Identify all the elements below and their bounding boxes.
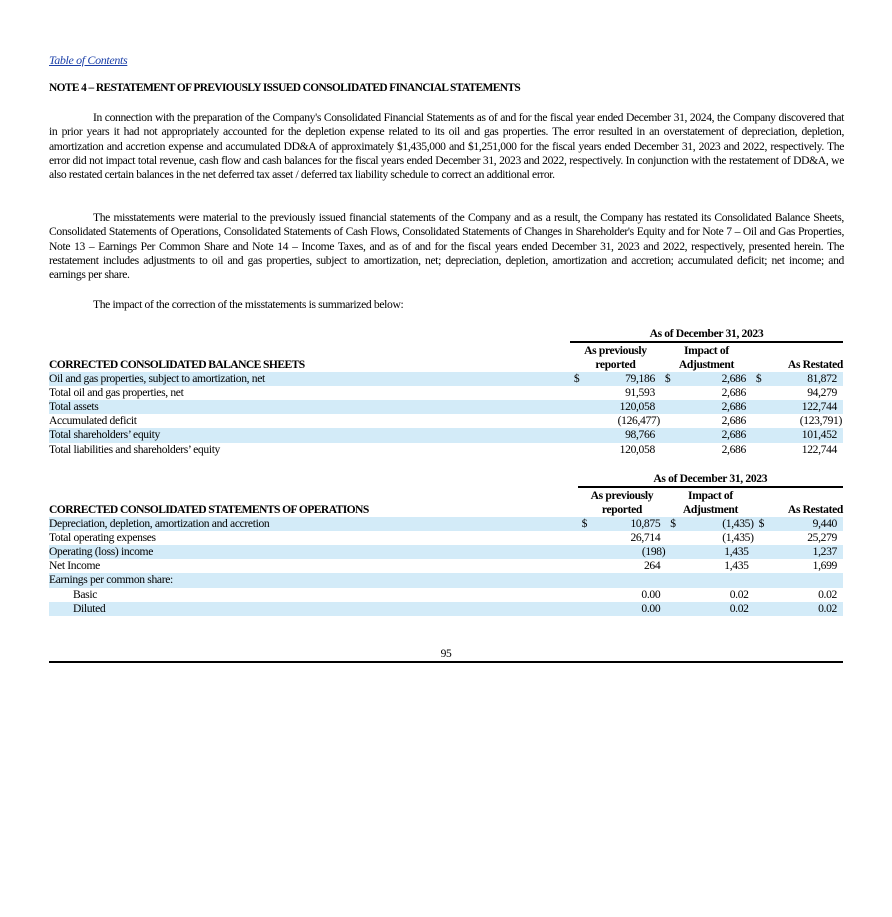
dollar-sign: $ [570,372,596,386]
table-row [49,372,843,386]
prev-value: 79,186 [596,372,661,386]
operations-table [49,472,843,616]
prev-value: 120,058 [596,400,661,414]
prev-value: 264 [643,559,661,573]
restated-value: 0.02 [780,602,843,616]
dollar-sign [666,559,691,573]
row-label: Depreciation, depletion, amortization and accretion [49,517,578,531]
balance-sheet-table [49,327,843,457]
adjustment-value: 2,686 [687,400,752,414]
column-header-row: CORRECTED CONSOLIDATED BALANCE SHEETS reported Adjustment As Restated [49,357,843,371]
row-label: Net Income [49,559,100,573]
dollar-sign [666,573,691,587]
restated-value: 81,872 [778,372,843,386]
table-title: CORRECTED CONSOLIDATED BALANCE SHEETS [49,357,305,371]
dollar-sign [666,602,691,616]
col-restated-header: As Restated [787,357,843,371]
col-adj-header: Impact of [688,488,733,502]
row-label: Total liabilities and shareholders’ equity [49,442,221,456]
dollar-sign [578,559,604,573]
period-header-row [49,327,843,342]
row-label: Total oil and gas properties, net [49,385,184,399]
page-number: 95 [440,648,452,660]
restated-value: (123,791) [799,414,842,428]
dollar-sign [666,531,691,545]
dollar-sign [570,443,596,457]
paragraph-2: The misstatements were material to the previously issued financial statements of the Company and as a result, the Company has restated its Consolidated Balance Sheets, Consolidated Statements of Operations, Consolidated Statements of Cash Flows, Consolidated Statements of Changes in Shareholder's Equity and for Note 7 – Oil and Gas Properties, Note 13 – Earnings Per Common Share and Note 14 – Income Taxes, and as of and for the fiscal years ended December 31, 2023 and 2022, respectively, presented herein. The restatement includes adjustments to oil and gas properties, subject to amortization, net; depreciation, depletion, amortization and accretion; accumulated deficit; net income; and earnings per share. [49,211,844,282]
table-row [49,545,843,559]
table-row [49,517,843,531]
prev-value: 26,714 [630,530,661,544]
prev-value: (198) [603,545,666,559]
row-label: Operating (loss) income [49,545,578,559]
restated-value: 122,744 [801,442,837,456]
row-label: Total operating expenses [49,530,156,544]
restated-value: 1,699 [812,559,837,573]
row-label: Total shareholders’ equity [49,428,570,442]
period-header-row [49,472,843,487]
dollar-sign: $ [578,517,604,531]
dollar-sign [570,400,596,414]
prev-value [603,573,666,587]
dollar-sign: $ [661,372,687,386]
dollar-sign [578,588,604,602]
table-row [49,588,843,602]
prev-value: 91,593 [625,385,655,399]
intro-text: The impact of the correction of the misstatements is summarized below: [93,298,404,311]
dollar-sign [661,414,687,428]
restated-value: 101,452 [778,428,843,442]
dollar-sign [570,414,596,428]
col-prev-header: As previously [590,488,654,502]
dollar-sign [578,531,604,545]
dollar-sign [755,602,780,616]
footer-rule [49,661,843,663]
dollar-sign [752,386,778,400]
adjustment-value: 2,686 [721,385,746,399]
restated-value: 9,440 [780,517,843,531]
row-label: Earnings per common share: [49,573,578,587]
period-header: As of December 31, 2023 [578,472,843,487]
dollar-sign [755,573,780,587]
restated-value: 25,279 [807,530,837,544]
adjustment-value: 2,686 [687,372,752,386]
table-row [49,428,843,442]
dollar-sign [661,443,687,457]
note-title: NOTE 4 – RESTATEMENT OF PREVIOUSLY ISSUED CONSOLIDATED FINANCIAL STATEMENTS [49,82,521,94]
column-header-row [49,487,843,502]
dollar-sign [578,602,604,616]
row-label: Diluted [49,602,578,616]
adjustment-value: 2,686 [721,442,746,456]
dollar-sign [752,414,778,428]
dollar-sign [755,588,780,602]
dollar-sign [661,386,687,400]
adjustment-value: 2,686 [721,414,746,428]
adjustment-value: (1,435) [722,530,754,544]
dollar-sign [661,428,687,442]
adjustment-value: 1,435 [724,559,749,573]
adjustment-value: 0.02 [729,587,749,601]
dollar-sign [755,545,780,559]
dollar-sign [666,588,691,602]
table-row [49,443,843,457]
restated-value: 0.02 [818,587,837,601]
table-row [49,386,843,400]
column-header-row: CORRECTED CONSOLIDATED STATEMENTS OF OPERATIONS reported Adjustment As Restated [49,502,843,516]
adjustment-value: 0.02 [692,602,755,616]
col-restated-header: As Restated [787,502,843,516]
table-row [49,400,843,414]
table-row [49,531,843,545]
adjustment-value: 2,686 [687,428,752,442]
restated-value: 122,744 [778,400,843,414]
prev-value: 0.00 [603,602,666,616]
dollar-sign [578,573,604,587]
dollar-sign: $ [755,517,780,531]
dollar-sign [666,545,691,559]
row-label: Oil and gas properties, subject to amortization, net [49,372,570,386]
dollar-sign [752,443,778,457]
adjustment-value: 1,435 [692,545,755,559]
restated-value: 94,279 [807,385,837,399]
prev-value: 120,058 [619,442,655,456]
table-row [49,414,843,428]
prev-value: 98,766 [596,428,661,442]
dollar-sign [752,428,778,442]
dollar-sign [570,386,596,400]
table-row [49,602,843,616]
column-header-row [49,342,843,357]
adjustment-value [692,573,755,587]
prev-value: 10,875 [603,517,666,531]
col-prev-header: As previously [584,343,647,357]
col-adj-header: Impact of [684,343,729,357]
dollar-sign: $ [666,517,691,531]
adjustment-value: (1,435) [692,517,755,531]
table-of-contents-link[interactable]: Table of Contents [49,53,128,67]
restated-value: 1,237 [780,545,843,559]
row-label: Basic [73,587,98,601]
table-title: CORRECTED CONSOLIDATED STATEMENTS OF OPERATIONS [49,502,369,516]
dollar-sign [661,400,687,414]
restated-value [780,573,843,587]
dollar-sign [752,400,778,414]
period-header: As of December 31, 2023 [570,327,843,342]
dollar-sign [578,545,604,559]
prev-value: 0.00 [641,587,661,601]
row-label: Total assets [49,400,570,414]
dollar-sign: $ [752,372,778,386]
table-row [49,573,843,587]
table-row [49,559,843,573]
row-label: Accumulated deficit [49,414,137,428]
paragraph-1: In connection with the preparation of the Company's Consolidated Financial Statements as of and for the fiscal year ended December 31, 2024, the Company discovered that in prior years it had not appropriately accounted for the depletion expense related to its oil and gas properties. The error resulted in an overstatement of depreciation, depletion, amortization and accretion expense and accumulated DD&A of approximately $1,435,000 and $1,251,000 for the fiscal years ended December 31, 2023 and 2022, respectively. The error did not impact total revenue, cash flow and cash balances for the fiscal years ended December 31, 2023 and 2022, respectively. In conjunction with the restatement of DD&A, we also restated certain balances in the net deferred tax asset / deferred tax liability schedule to correct an additional error. [49,111,844,182]
dollar-sign [755,559,780,573]
dollar-sign [755,531,780,545]
prev-value: (126,477) [617,414,660,428]
dollar-sign [570,428,596,442]
